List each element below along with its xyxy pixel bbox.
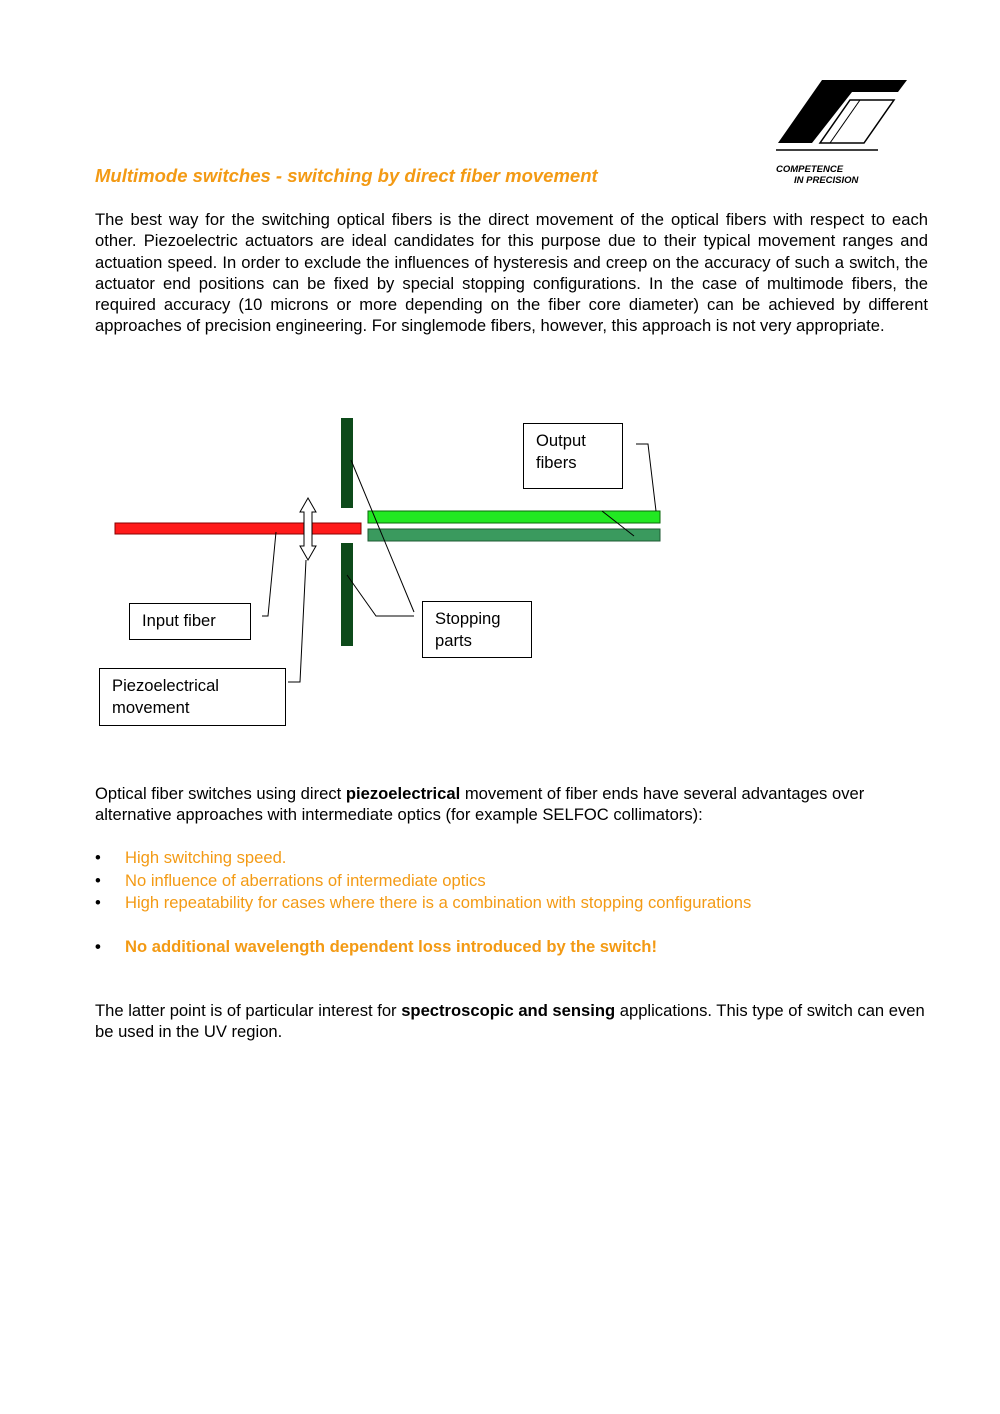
logo-text-line2: IN PRECISION (794, 175, 859, 186)
piezo-movement-label: Piezoelectrical movement (99, 668, 286, 726)
leader-output (636, 444, 656, 511)
leader-piezo (288, 560, 306, 682)
input-fiber (115, 523, 361, 534)
leader-stopping-lower (347, 575, 414, 616)
leader-input (262, 532, 276, 616)
closing-text-start: The latter point is of particular interest for (95, 1001, 402, 1020)
bullet-icon: • (95, 870, 101, 890)
bullet-icon: • (95, 936, 101, 956)
stopping-part-lower (341, 543, 353, 646)
advantages-text-start: Optical fiber switches using direct (95, 784, 346, 803)
advantages-paragraph (95, 783, 928, 826)
advantages-list (95, 847, 935, 958)
list-item (95, 892, 935, 915)
input-fiber-label: Input fiber (129, 603, 251, 640)
closing-emphasis: spectroscopic and sensing (401, 1001, 616, 1020)
bullet-icon: • (95, 848, 101, 867)
list-item-text: High repeatability for cases where there is a combination with stopping configurations (125, 893, 752, 912)
output-fibers-label: Output fibers (523, 423, 623, 489)
closing-paragraph (95, 1000, 928, 1043)
closing-text-end: applications. This type of switch can even be used in the UV region. (95, 1001, 925, 1042)
list-item (95, 870, 935, 893)
output-fiber-top (368, 511, 660, 523)
stopping-part-upper (341, 418, 353, 508)
logo-mark (772, 78, 912, 168)
page-heading: Multimode switches - switching by direct fiber movement (95, 165, 598, 186)
list-item-text: High switching speed. (125, 848, 287, 867)
company-logo (772, 78, 912, 188)
list-item (95, 847, 935, 870)
switch-diagram (0, 400, 1000, 740)
list-item-text: No additional wavelength dependent loss introduced by the switch! (125, 936, 657, 956)
bullet-icon: • (95, 893, 101, 912)
advantages-emphasis: piezoelectrical (345, 784, 461, 803)
list-item-emphasized (95, 936, 935, 959)
stopping-parts-label: Stopping parts (422, 601, 532, 658)
advantages-text-end: movement of fiber ends have several advantages over alternative approaches with intermediate optics (for example SELFOC collimators): (95, 784, 865, 825)
logo-text-line1: COMPETENCE (776, 164, 844, 175)
intro-paragraph: The best way for the switching optical fibers is the direct movement of the optical fibers with respect to each other. Piezoelectric actuators are ideal candidates for this purpose due to their typical movement ranges and actuation speed. In order to exclude the influences of hysteresis and creep on the accuracy of such a switch, the actuator end positions can be fixed by special stopping configurations. In the case of multimode fibers, the required accuracy (10 microns or more depending on the fiber core diameter) can be achieved by different approaches of precision engineering. For singlemode fibers, however, this approach is not very appropriate. (95, 210, 928, 336)
list-item-text: No influence of aberrations of intermediate optics (125, 870, 486, 890)
output-fiber-bottom (368, 529, 660, 541)
